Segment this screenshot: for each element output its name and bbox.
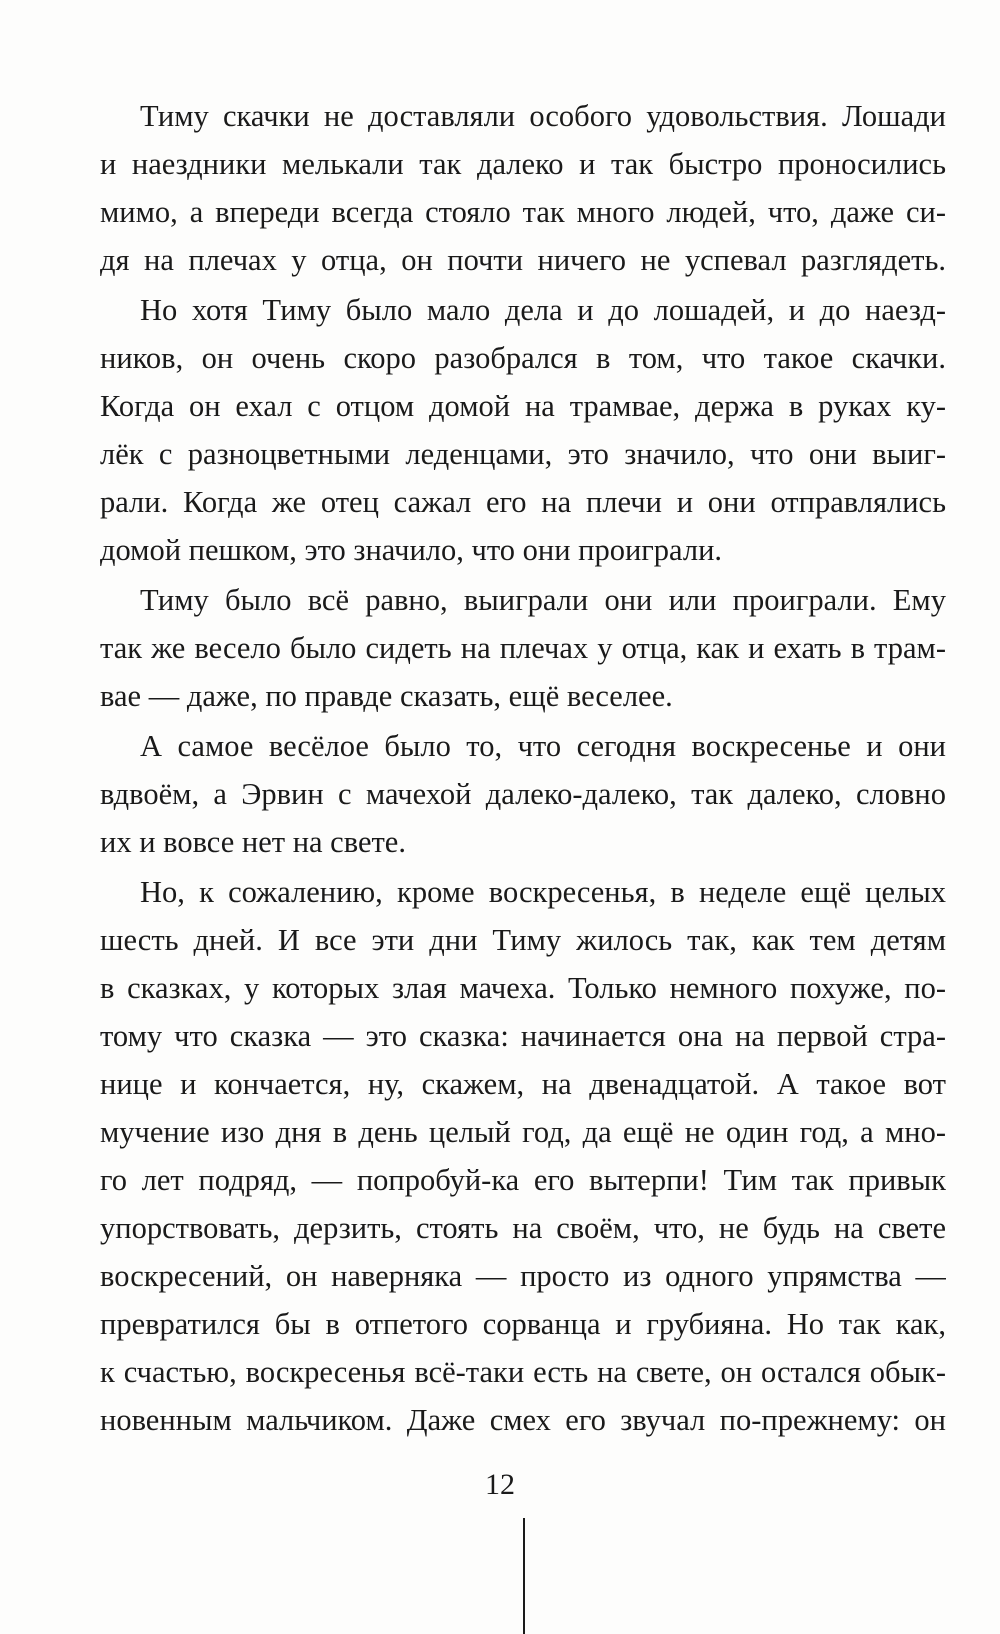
text-line: так же весело было сидеть на плечах у отца, как и ехать в трам- <box>100 631 946 665</box>
text-line: ников, он очень скоро разобрался в том, что такое скачки. <box>100 341 946 375</box>
text-line: превратился бы в отпетого сорванца и грубияна. Но так как, <box>100 1307 946 1341</box>
text-line: нице и кончается, ну, скажем, на двенадцатой. А такое вот <box>100 1067 946 1101</box>
text-line: Тиму было всё равно, выиграли они или проиграли. Ему <box>140 583 946 617</box>
text-line: Когда он ехал с отцом домой на трамвае, держа в руках ку- <box>100 389 946 423</box>
text-line: Но хотя Тиму было мало дела и до лошадей, и до наезд- <box>140 293 946 327</box>
text-line: А самое весёлое было то, что сегодня воскресенье и они <box>140 729 946 763</box>
text-line: рали. Когда же отец сажал его на плечи и они отправлялись <box>100 485 946 519</box>
text-line: го лет подряд, — попробуй-ка его вытерпи! Тим так привык <box>100 1163 946 1197</box>
page-number-rule <box>523 1518 525 1634</box>
text-line: в сказках, у которых злая мачеха. Только немного похуже, по- <box>100 971 946 1005</box>
text-line: мимо, а впереди всегда стояло так много людей, что, даже си- <box>100 195 946 229</box>
text-line: мучение изо дня в день целый год, да ещё не один год, а мно- <box>100 1115 946 1149</box>
text-line: вае — даже, по правде сказать, ещё веселее. <box>100 679 673 713</box>
text-line: лёк с разноцветными леденцами, это значило, что они выиг- <box>100 437 946 471</box>
text-line: воскресений, он наверняка — просто из одного упрямства — <box>100 1259 946 1293</box>
body-text <box>100 92 946 1444</box>
page-number: 12 <box>485 1468 515 1501</box>
text-line: вдвоём, а Эрвин с мачехой далеко-далеко, так далеко, словно <box>100 777 946 811</box>
text-line: тому что сказка — это сказка: начинается она на первой стра- <box>100 1019 946 1053</box>
text-line: Но, к сожалению, кроме воскресенья, в неделе ещё целых <box>140 875 946 909</box>
text-line: новенным мальчиком. Даже смех его звучал по-прежнему: он <box>100 1403 946 1437</box>
text-line: шесть дней. И все эти дни Тиму жилось так, как тем детям <box>100 923 946 957</box>
text-line: домой пешком, это значило, что они проиграли. <box>100 533 723 567</box>
text-line: к счастью, воскресенья всё-таки есть на свете, он остался обык- <box>100 1355 946 1389</box>
text-line: Тиму скачки не доставляли особого удовольствия. Лошади <box>140 99 946 133</box>
text-line: их и вовсе нет на свете. <box>100 825 406 859</box>
text-line: упорствовать, дерзить, стоять на своём, что, не будь на свете <box>100 1211 946 1245</box>
text-line: и наездники мелькали так далеко и так быстро проносились <box>100 147 946 181</box>
text-line: дя на плечах у отца, он почти ничего не успевал разглядеть. <box>100 243 946 277</box>
